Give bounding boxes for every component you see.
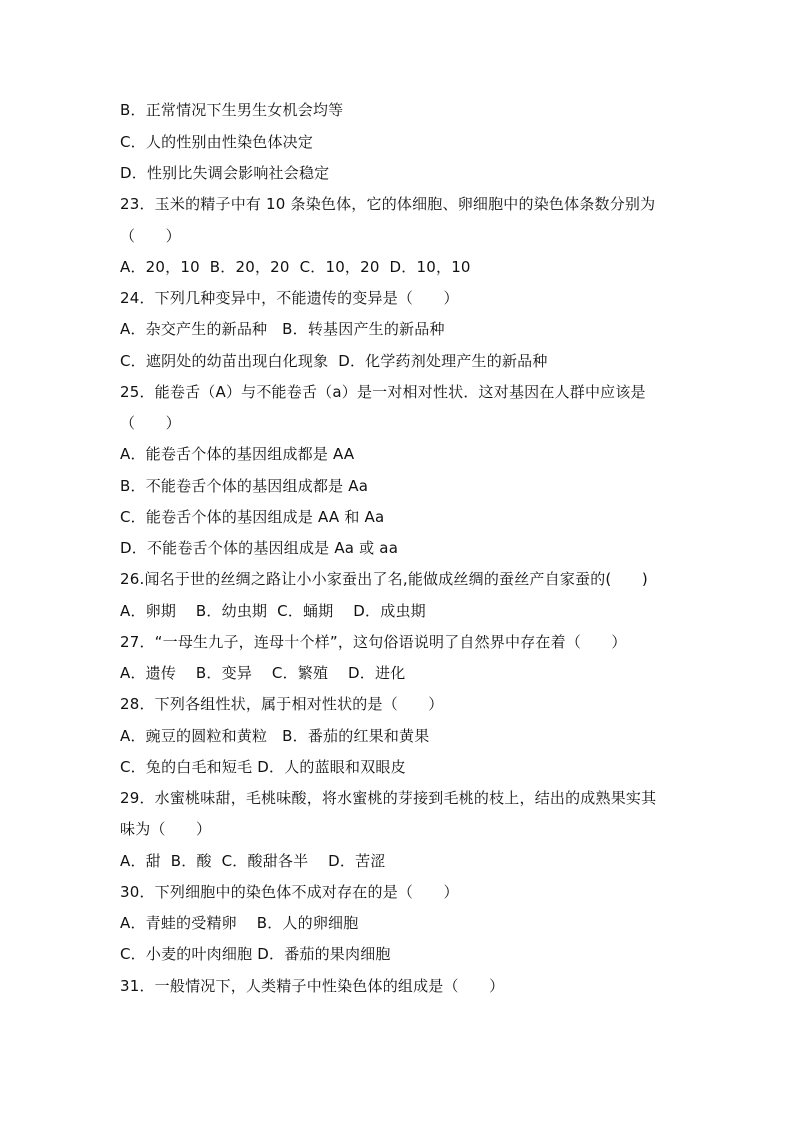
question-23: 23．玉米的精子中有 10 条染色体，它的体细胞、卵细胞中的染色体条数分别为	[120, 195, 656, 213]
options-q27: A．遗传 B．变异 C．繁殖 D．进化	[120, 664, 406, 682]
question-30: 30．下列细胞中的染色体不成对存在的是（ ）	[120, 883, 459, 901]
question-25-blank: （ ）	[120, 414, 181, 432]
options-q23: A．20，10 B．20，20 C．10，20 D．10，10	[120, 258, 471, 276]
option-c-q25: C．能卷舌个体的基因组成是 AA 和 Aa	[120, 508, 385, 526]
question-24: 24．下列几种变异中，不能遗传的变异是（ ）	[120, 289, 459, 307]
question-25: 25．能卷舌（A）与不能卷舌（a）是一对相对性状．这对基因在人群中应该是	[120, 383, 646, 401]
option-a-q25: A．能卷舌个体的基因组成都是 AA	[120, 445, 355, 463]
options-q28-cd: C．兔的白毛和短毛 D．人的蓝眼和双眼皮	[120, 758, 406, 776]
options-q30-ab: A．青蛙的受精卵 B．人的卵细胞	[120, 914, 359, 932]
question-31: 31．一般情况下，人类精子中性染色体的组成是（ ）	[120, 977, 505, 995]
option-c-q22: C．人的性别由性染色体决定	[120, 133, 314, 151]
question-26: 26.闻名于世的丝绸之路让小小家蚕出了名,能做成丝绸的蚕丝产自家蚕的( )	[120, 570, 648, 588]
question-23-blank: （ ）	[120, 227, 181, 245]
options-q29: A．甜 B．酸 C．酸甜各半 D．苦涩	[120, 852, 386, 870]
question-29-continued: 味为（ ）	[120, 820, 212, 838]
question-27: 27．“一母生九子，连母十个样”，这句俗语说明了自然界中存在着（ ）	[120, 633, 627, 651]
question-28: 28．下列各组性状，属于相对性状的是（ ）	[120, 695, 444, 713]
option-d-q22: D．性别比失调会影响社会稳定	[120, 164, 330, 182]
options-q24-cd: C．遮阴处的幼苗出现白化现象 D．化学药剂处理产生的新品种	[120, 352, 548, 370]
options-q28-ab: A．豌豆的圆粒和黄粒 B．番茄的红果和黄果	[120, 727, 430, 745]
options-q24-ab: A．杂交产生的新品种 B．转基因产生的新品种	[120, 320, 445, 338]
option-b-q25: B．不能卷舌个体的基因组成都是 Aa	[120, 477, 369, 495]
question-29: 29．水蜜桃味甜，毛桃味酸，将水蜜桃的芽接到毛桃的枝上，结出的成熟果实其	[120, 789, 657, 807]
options-q30-cd: C．小麦的叶肉细胞 D．番茄的果肉细胞	[120, 945, 391, 963]
option-b-q22: B．正常情况下生男生女机会均等	[120, 101, 344, 119]
option-d-q25: D．不能卷舌个体的基因组成是 Aa 或 aa	[120, 539, 399, 557]
options-q26: A．卵期 B．幼虫期 C．蛹期 D．成虫期	[120, 602, 426, 620]
